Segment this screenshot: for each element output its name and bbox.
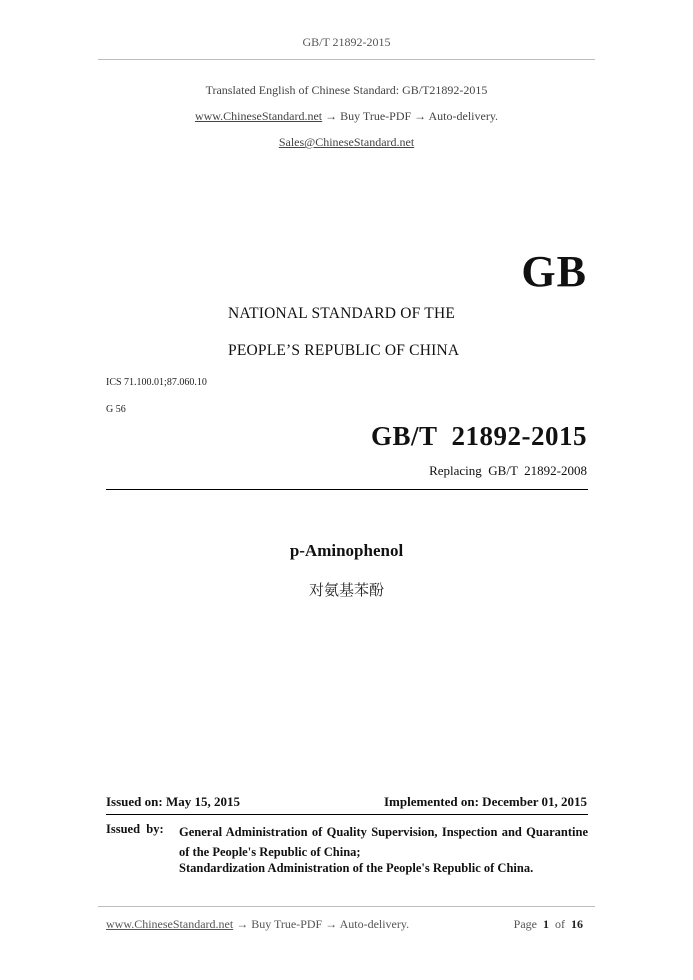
gb-mark: GB — [521, 247, 587, 296]
document-title-chinese: 对氨基苯酚 — [308, 581, 384, 599]
promo-text: → Buy True-PDF → Auto-delivery. — [322, 109, 499, 123]
dates-rule — [106, 814, 588, 815]
issued-by-authority-2: Standardization Administration of the People's Republic of China. — [179, 861, 534, 875]
ics-code: ICS 71.100.01;87.060.10 — [106, 377, 207, 388]
footer-promo — [106, 917, 409, 932]
page-indicator — [514, 917, 583, 932]
translation-note: Translated English of Chinese Standard: GB/T21892-2015 — [205, 83, 488, 97]
promo-line — [0, 109, 693, 124]
of-word: of — [555, 917, 565, 931]
page-current: 1 — [543, 917, 549, 931]
replacing-note: Replacing GB/T 21892-2008 — [429, 463, 587, 478]
footer-site-link[interactable]: www.ChineseStandard.net — [106, 917, 234, 931]
national-standard-line2: PEOPLE’S REPUBLIC OF CHINA — [228, 342, 460, 359]
email-link[interactable]: Sales@ChineseStandard.net — [278, 135, 415, 149]
email-line — [0, 135, 693, 150]
page-total: 16 — [571, 917, 583, 931]
issued-by-authority-1: General Administration of Quality Supervision, Inspection and Quarantine of the People's Republic of China; — [179, 825, 588, 859]
header-rule — [98, 59, 595, 60]
issued-by-label: Issued by: — [106, 822, 164, 836]
issued-date: Issued on: May 15, 2015 — [106, 794, 240, 809]
standard-number: GB/T 21892-2015 — [370, 421, 587, 451]
page-word: Page — [513, 917, 537, 931]
implemented-date: Implemented on: December 01, 2015 — [383, 794, 587, 809]
document-title: p-Aminophenol — [289, 541, 404, 560]
footer-promo-text: → Buy True-PDF → Auto-delivery. — [233, 917, 410, 931]
national-standard-line1: NATIONAL STANDARD OF THE — [228, 305, 456, 322]
site-link[interactable]: www.ChineseStandard.net — [194, 109, 323, 123]
footer-rule — [98, 906, 595, 907]
running-header: GB/T 21892-2015 — [302, 35, 391, 49]
title-rule — [106, 489, 588, 490]
classification-code: G 56 — [106, 404, 126, 415]
